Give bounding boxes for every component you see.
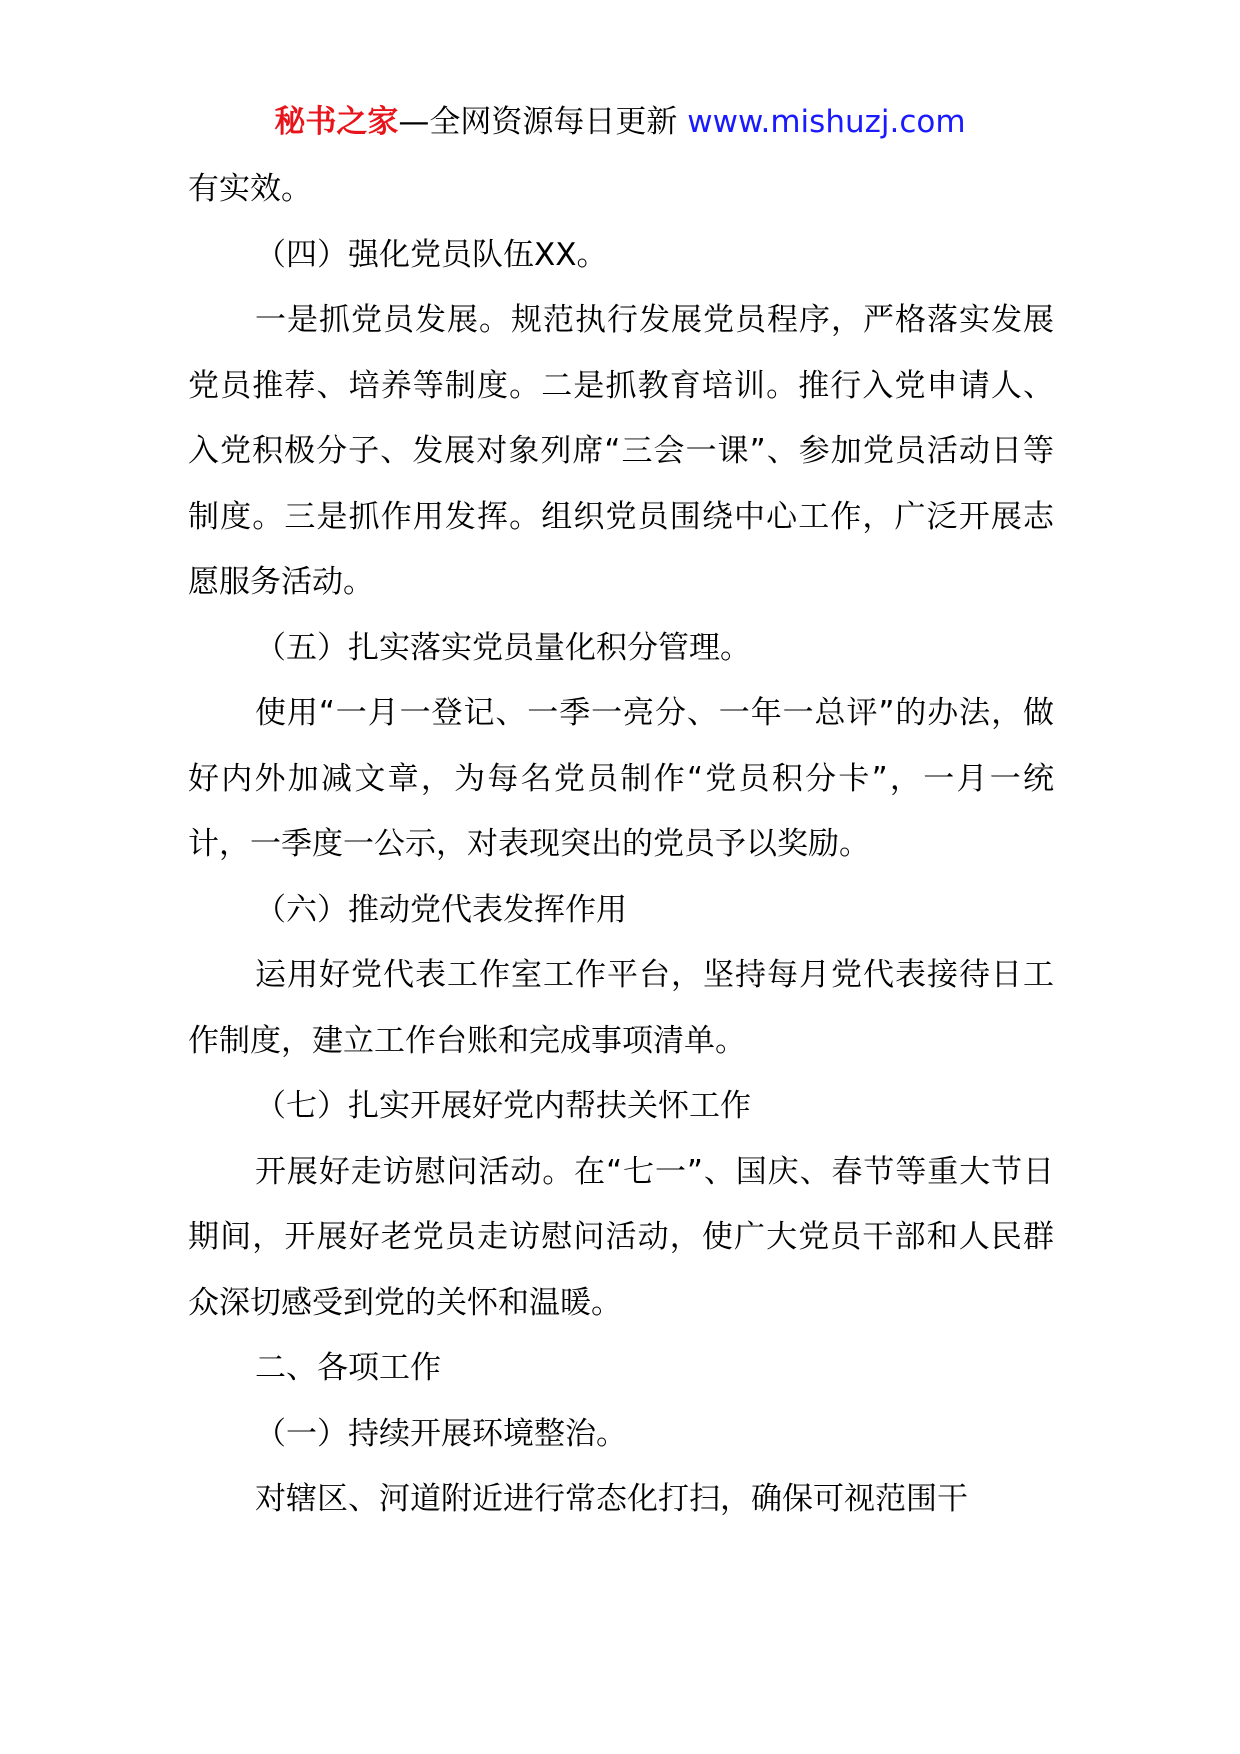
section-heading-4: （四）强化党员队伍XX。 xyxy=(255,236,608,273)
paragraph-continuation: 有实效。 xyxy=(188,171,312,207)
section-heading-6: （六）推动党代表发挥作用 xyxy=(255,891,627,928)
chapter-heading-2: 二、各项工作 xyxy=(255,1350,441,1386)
section-heading-5: （五）扎实落实党员量化积分管理。 xyxy=(255,629,751,666)
brand-name: 秘书之家 xyxy=(274,104,399,140)
document-body xyxy=(188,157,1054,1533)
section-heading-2-1: （一）持续开展环境整治。 xyxy=(255,1415,627,1452)
paragraph-points-management: 使用“一月一登记、一季一亮分、一年一总评”的办法，做好内外加减文章，为每名党员制作“党员积分卡”，一月一统计，一季度一公示，对表现突出的党员予以奖励。 xyxy=(188,695,1054,862)
section-heading-7: （七）扎实开展好党内帮扶关怀工作 xyxy=(255,1088,751,1124)
paragraph-visits: 开展好走访慰问活动。在“七一”、国庆、春节等重大节日期间，开展好老党员走访慰问活动，使广大党员干部和人民群众深切感受到党的关怀和温暖。 xyxy=(188,1153,1054,1321)
paragraph-representatives: 运用好党代表工作室工作平台，坚持每月党代表接待日工作制度，建立工作台账和完成事项清单。 xyxy=(188,957,1054,1059)
website-link[interactable]: www.mishuzj.com xyxy=(687,104,966,140)
paragraph-environment: 对辖区、河道附近进行常态化打扫，确保可视范围干 xyxy=(255,1481,968,1517)
paragraph-party-development: 一是抓党员发展。规范执行发展党员程序，严格落实发展党员推荐、培养等制度。二是抓教育培训。推行入党申请人、入党积极分子、发展对象列席“三会一课”、参加党员活动日等制度。三是抓作用发挥。组织党员围绕中心工作，广泛开展志愿服务活动。 xyxy=(188,302,1054,600)
watermark-header xyxy=(0,100,1240,144)
header-slogan: —全网资源每日更新 xyxy=(398,104,688,140)
